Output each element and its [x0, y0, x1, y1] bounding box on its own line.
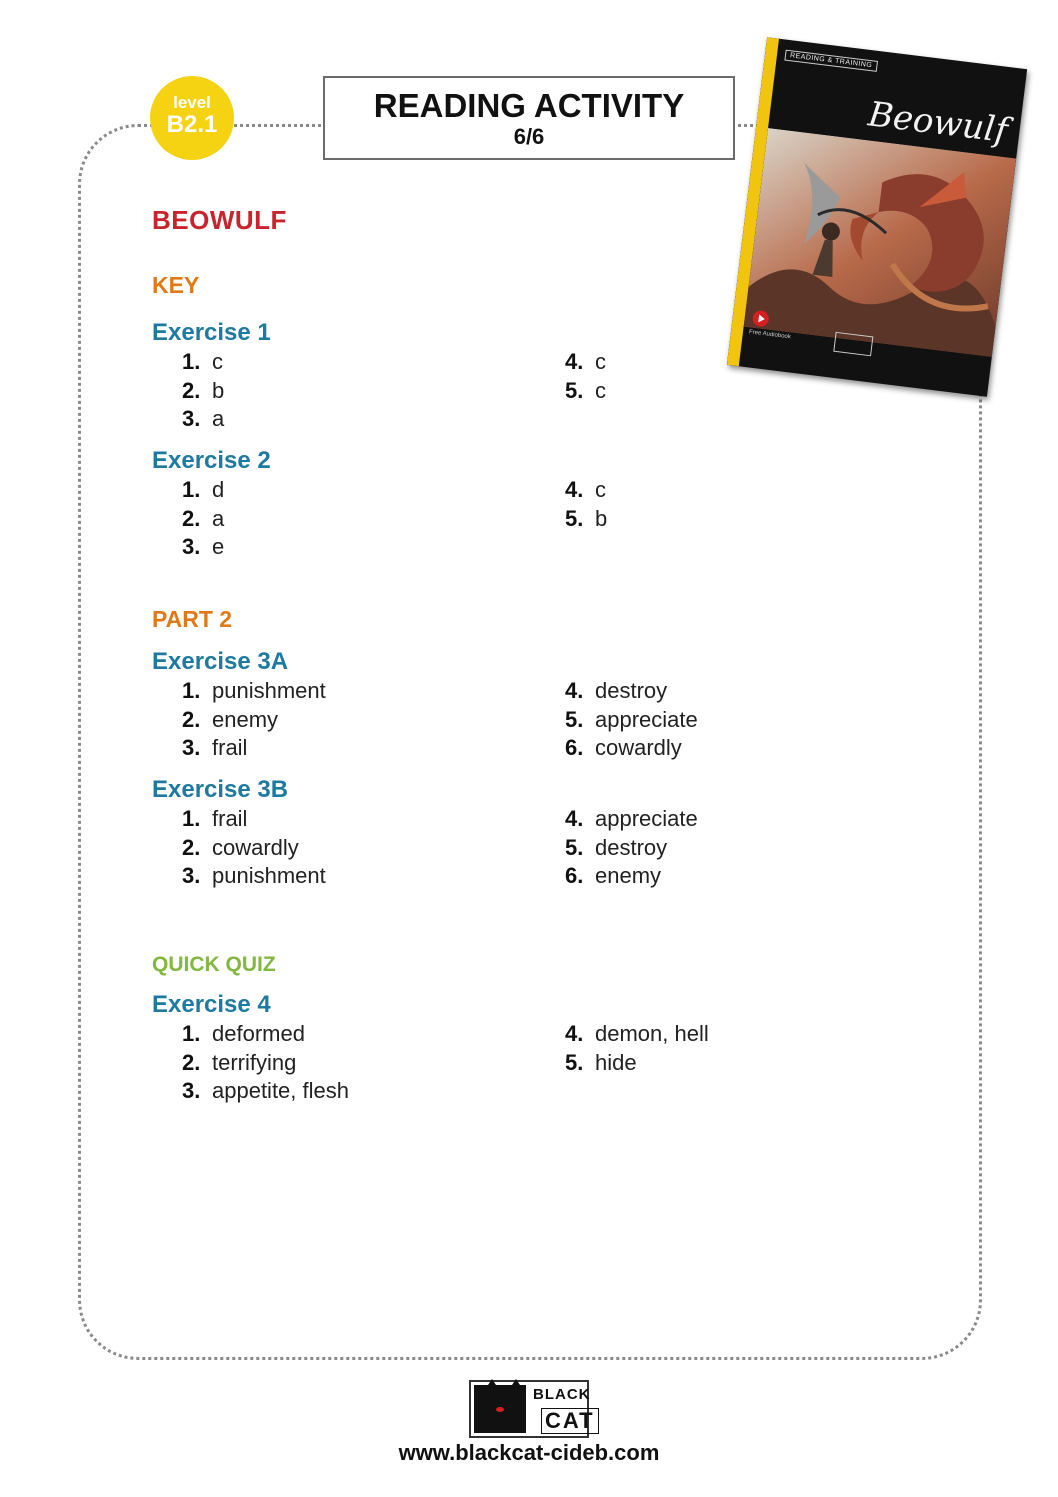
level-badge	[150, 76, 234, 160]
answer-item: 4. c	[565, 349, 606, 374]
page-title: READING ACTIVITY	[373, 87, 685, 124]
answer-item: 3. appetite, flesh	[182, 1078, 349, 1103]
exercise-4-right-column	[565, 1020, 709, 1077]
exercise-2-left-column	[182, 476, 224, 562]
exercise-1-right-column	[565, 348, 606, 405]
exercise-4	[152, 990, 912, 1103]
exercise-4-title: Exercise 4	[152, 991, 271, 1018]
cat-logo-icon	[474, 1385, 526, 1433]
answer-item: 4. c	[565, 477, 606, 502]
section-part2-heading: PART 2	[152, 606, 233, 632]
footer-url-link[interactable]: www.blackcat-cideb.com	[398, 1440, 660, 1465]
answer-item: 5. b	[565, 505, 608, 531]
answer-item: 5. hide	[565, 1049, 637, 1075]
logo-word-cat: CAT	[541, 1408, 599, 1434]
answer-item: 6. enemy	[565, 863, 662, 888]
answer-item: 3. e	[182, 534, 225, 559]
exercise-1-title: Exercise 1	[152, 319, 271, 346]
answer-item: 2. terrifying	[182, 1049, 297, 1075]
exercise-1	[152, 318, 912, 431]
exercise-3a-title: Exercise 3A	[152, 648, 289, 675]
answer-item: 3. frail	[182, 735, 248, 760]
answer-item: 3. punishment	[182, 863, 326, 888]
answer-item: 2. b	[182, 377, 225, 403]
exercise-2-right-column	[565, 476, 607, 533]
answer-item: 2. a	[182, 505, 225, 531]
answer-item: 1. c	[182, 349, 223, 374]
answer-item: 4. appreciate	[565, 806, 698, 831]
exercise-3a-right-column	[565, 677, 698, 763]
exercise-3a-left-column	[182, 677, 326, 763]
section-quiz-heading: QUICK QUIZ	[152, 953, 276, 976]
answer-item: 2. enemy	[182, 706, 279, 732]
level-code: B2.1	[166, 111, 218, 138]
answer-item: 5. c	[565, 377, 606, 403]
exercise-2	[152, 446, 912, 559]
exercise-3b	[152, 775, 912, 888]
title-box	[323, 76, 735, 160]
answer-item: 1. punishment	[182, 678, 326, 703]
exercise-3a	[152, 647, 912, 760]
answer-item: 6. cowardly	[565, 735, 682, 760]
exercise-3b-title: Exercise 3B	[152, 776, 289, 803]
answer-item: 5. destroy	[565, 834, 668, 860]
book-title-heading: BEOWULF	[152, 205, 287, 235]
page-number: 6/6	[513, 124, 545, 149]
answer-item: 2. cowardly	[182, 834, 299, 860]
level-word: level	[173, 93, 211, 112]
cover-title: Beowulf	[865, 94, 1010, 152]
logo-word-black: BLACK	[533, 1386, 591, 1403]
answer-item: 3. a	[182, 406, 225, 431]
exercise-1-left-column	[182, 348, 224, 434]
answer-item: 1. deformed	[182, 1021, 305, 1046]
black-cat-logo	[469, 1380, 595, 1438]
exercise-3b-right-column	[565, 805, 698, 891]
answer-item: 4. demon, hell	[565, 1021, 709, 1046]
cover-audio-label: Free Audiobook	[748, 329, 792, 341]
cover-series-label: READING & TRAINING	[784, 50, 877, 72]
answer-item: 1. d	[182, 477, 225, 502]
answer-item: 5. appreciate	[565, 706, 698, 732]
answer-item: 4. destroy	[565, 678, 668, 703]
exercise-4-left-column	[182, 1020, 349, 1106]
answer-item: 1. frail	[182, 806, 248, 831]
exercise-3b-left-column	[182, 805, 326, 891]
section-key-heading: KEY	[152, 272, 200, 298]
exercise-2-title: Exercise 2	[152, 447, 271, 474]
